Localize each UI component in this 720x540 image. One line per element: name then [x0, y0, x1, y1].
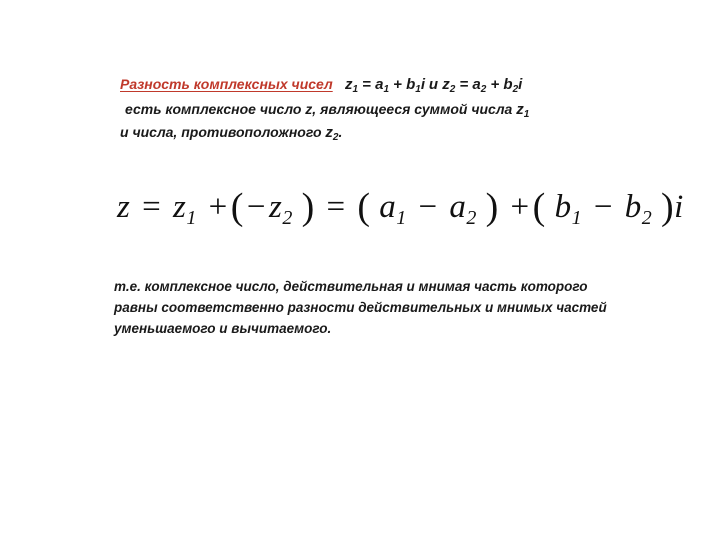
definition-line-3: и числа, противоположного $z_2$. [120, 124, 343, 143]
definition-title: Разность комплексных чисел [120, 76, 333, 92]
definition-line-1 [120, 76, 522, 93]
z2-definition: $z_2 = a_2 + b_2i$ [442, 76, 523, 95]
z1-ref: $z_1$ [516, 101, 530, 120]
z2-ref: $z_2$ [325, 124, 339, 143]
explanation-paragraph [114, 276, 694, 339]
z1-definition: $z_1 = a_1 + b_1i$ [344, 76, 426, 95]
explanation-line-3: уменьшаемого и вычитаемого. [114, 321, 332, 336]
difference-formula: $z = z_1 +(-z_2$ ) = ( $a_1 - a_2$ ) +( $b_1 - b_2$ )i [117, 186, 684, 229]
explanation-line-1: т.е. комплексное число, действительная и мнимая часть которого [114, 279, 588, 294]
definition-line-2: есть комплексное число z, являющееся суммой числа $z_1$ [125, 101, 530, 120]
explanation-line-2: равны соответственно разности действительных и мнимых частей [114, 300, 607, 315]
conjunction: и [428, 76, 443, 93]
